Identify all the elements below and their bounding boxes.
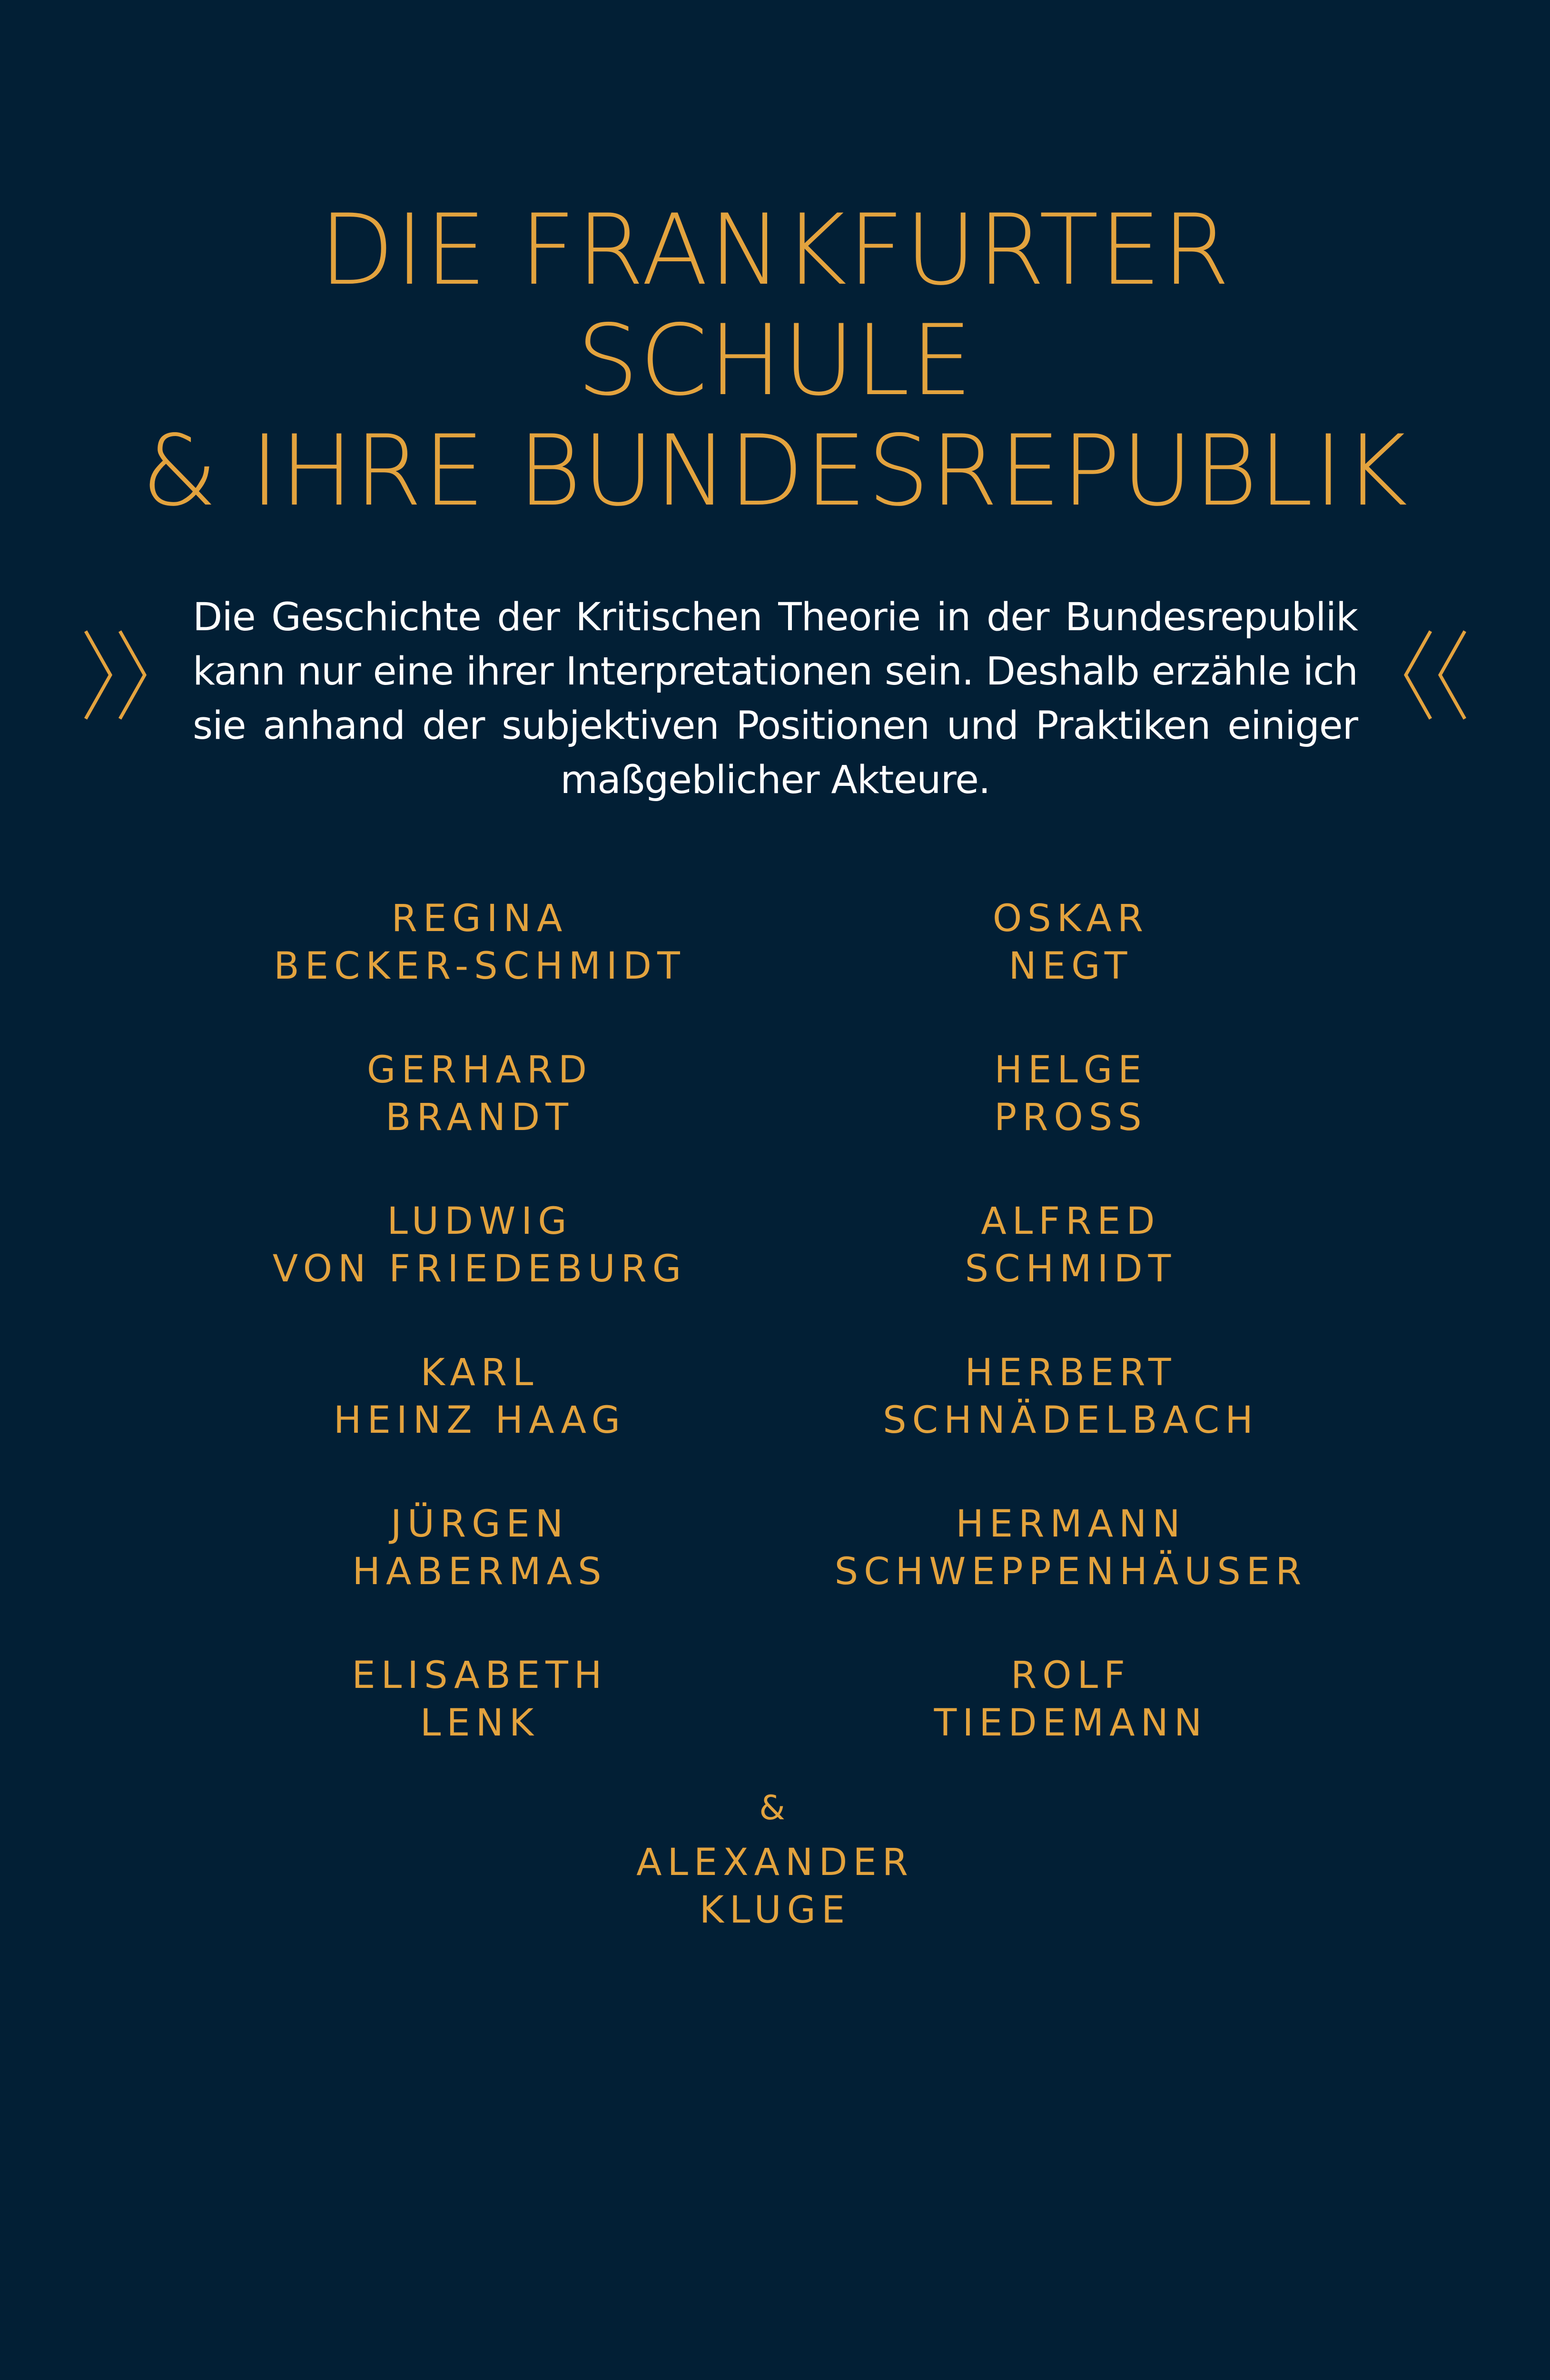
contributor-name: REGINA BECKER-SCHMIDT xyxy=(274,897,686,988)
contributor-name: GERHARD BRANDT xyxy=(366,1049,593,1139)
quote-text: Die Geschichte der Kritischen Theorie in der Bundesrepublik kann nur eine ihrer Interpretationen sein. Deshalb erzähle ich sie anhand der subjektiven Positionen und Praktiken einiger maßgeblicher Akteure. xyxy=(193,595,1358,803)
final-last-name: KLUGE xyxy=(699,1889,851,1932)
contributor-name: ROLF TIEDEMANN xyxy=(934,1654,1208,1745)
contributor-name: ELISABETH LENK xyxy=(352,1654,608,1745)
contributor-name: HELGE PROSS xyxy=(994,1049,1147,1139)
quote-block xyxy=(193,590,1358,807)
contributor-row xyxy=(0,1198,1550,1349)
final-first-name: ALEXANDER xyxy=(636,1841,914,1884)
ampersand: & xyxy=(759,1788,791,1827)
contributor-name: OSKAR NEGT xyxy=(992,897,1149,988)
title-line-2: SCHULE xyxy=(576,304,974,417)
open-guillemet-icon xyxy=(81,627,152,723)
contributor-name: HERBERT SCHNÄDELBACH xyxy=(883,1351,1259,1442)
contributor-name: LUDWIG VON FRIEDEBURG xyxy=(272,1200,687,1290)
final-contributor xyxy=(0,1782,1550,1934)
contributor-row xyxy=(0,895,1550,1046)
contributor-list xyxy=(0,895,1550,1803)
contributor-row xyxy=(0,1500,1550,1652)
contributor-row xyxy=(0,1046,1550,1198)
contributor-name: KARL HEINZ HAAG xyxy=(333,1351,626,1442)
contributor-name: ALFRED SCHMIDT xyxy=(965,1200,1177,1290)
contributor-name: HERMANN SCHWEPPENHÄUSER xyxy=(834,1503,1307,1593)
contributor-row xyxy=(0,1349,1550,1500)
close-guillemet-icon xyxy=(1398,627,1470,723)
contributor-row xyxy=(0,1652,1550,1803)
contributor-name: JÜRGEN HABERMAS xyxy=(352,1503,607,1593)
page-title xyxy=(0,195,1550,526)
title-line-1: DIE FRANKFURTER xyxy=(319,194,1231,307)
title-line-3: & IHRE BUNDESREPUBLIK xyxy=(141,415,1409,528)
